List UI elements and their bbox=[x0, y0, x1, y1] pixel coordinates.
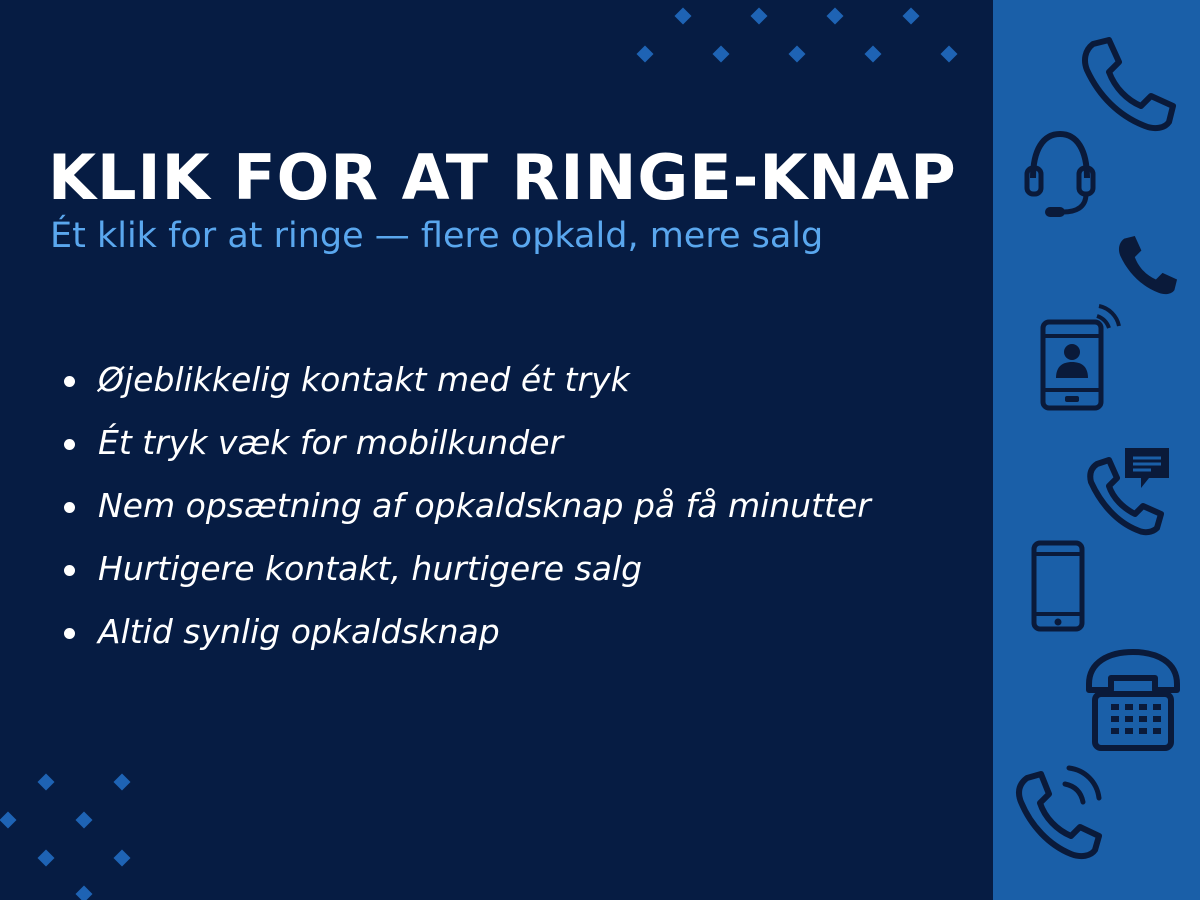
decor-dot bbox=[865, 46, 882, 63]
decor-dot bbox=[751, 8, 768, 25]
feature-list bbox=[62, 352, 871, 667]
decor-dot bbox=[114, 850, 131, 867]
list-item bbox=[62, 478, 871, 541]
bullet-dot-icon bbox=[64, 565, 75, 576]
decor-dot bbox=[38, 850, 55, 867]
desk-telephone-icon bbox=[1083, 648, 1183, 752]
list-item bbox=[62, 604, 871, 667]
phone-handset-solid-icon bbox=[1115, 232, 1181, 298]
icon-sidebar bbox=[993, 0, 1200, 900]
decor-dot bbox=[114, 774, 131, 791]
list-item-text: Øjeblikkelig kontakt med ét tryk bbox=[98, 360, 630, 399]
list-item bbox=[62, 541, 871, 604]
smartphone-contact-signal-icon bbox=[1039, 302, 1123, 412]
page-subtitle: Ét klik for at ringe — flere opkald, mere salg bbox=[50, 216, 824, 256]
decor-dot bbox=[76, 812, 93, 829]
list-item bbox=[62, 352, 871, 415]
list-item-text: Ét tryk væk for mobilkunder bbox=[98, 423, 564, 462]
decor-dot bbox=[903, 8, 920, 25]
decor-dot bbox=[76, 886, 93, 900]
bullet-dot-icon bbox=[64, 439, 75, 450]
headset-icon bbox=[1025, 128, 1095, 220]
decor-dot bbox=[789, 46, 806, 63]
page-title: KLIK FOR AT RINGE-KNAP bbox=[48, 141, 957, 214]
decor-dot bbox=[675, 8, 692, 25]
list-item-text: Altid synlig opkaldsknap bbox=[98, 612, 500, 651]
mobile-phone-icon bbox=[1031, 540, 1085, 632]
bullet-dot-icon bbox=[64, 502, 75, 513]
phone-handset-outline-icon bbox=[1079, 34, 1179, 134]
phone-message-icon bbox=[1085, 444, 1177, 536]
decor-dot bbox=[941, 46, 958, 63]
phone-ringing-icon bbox=[1013, 760, 1109, 860]
decor-dot bbox=[38, 774, 55, 791]
list-item-text: Nem opsætning af opkaldsknap på få minutter bbox=[98, 486, 871, 525]
bullet-dot-icon bbox=[64, 628, 75, 639]
decor-dot bbox=[827, 8, 844, 25]
list-item-text: Hurtigere kontakt, hurtigere salg bbox=[98, 549, 643, 588]
decor-dot bbox=[637, 46, 654, 63]
decor-dot bbox=[713, 46, 730, 63]
list-item bbox=[62, 415, 871, 478]
bullet-dot-icon bbox=[64, 376, 75, 387]
decor-dot bbox=[0, 812, 16, 829]
